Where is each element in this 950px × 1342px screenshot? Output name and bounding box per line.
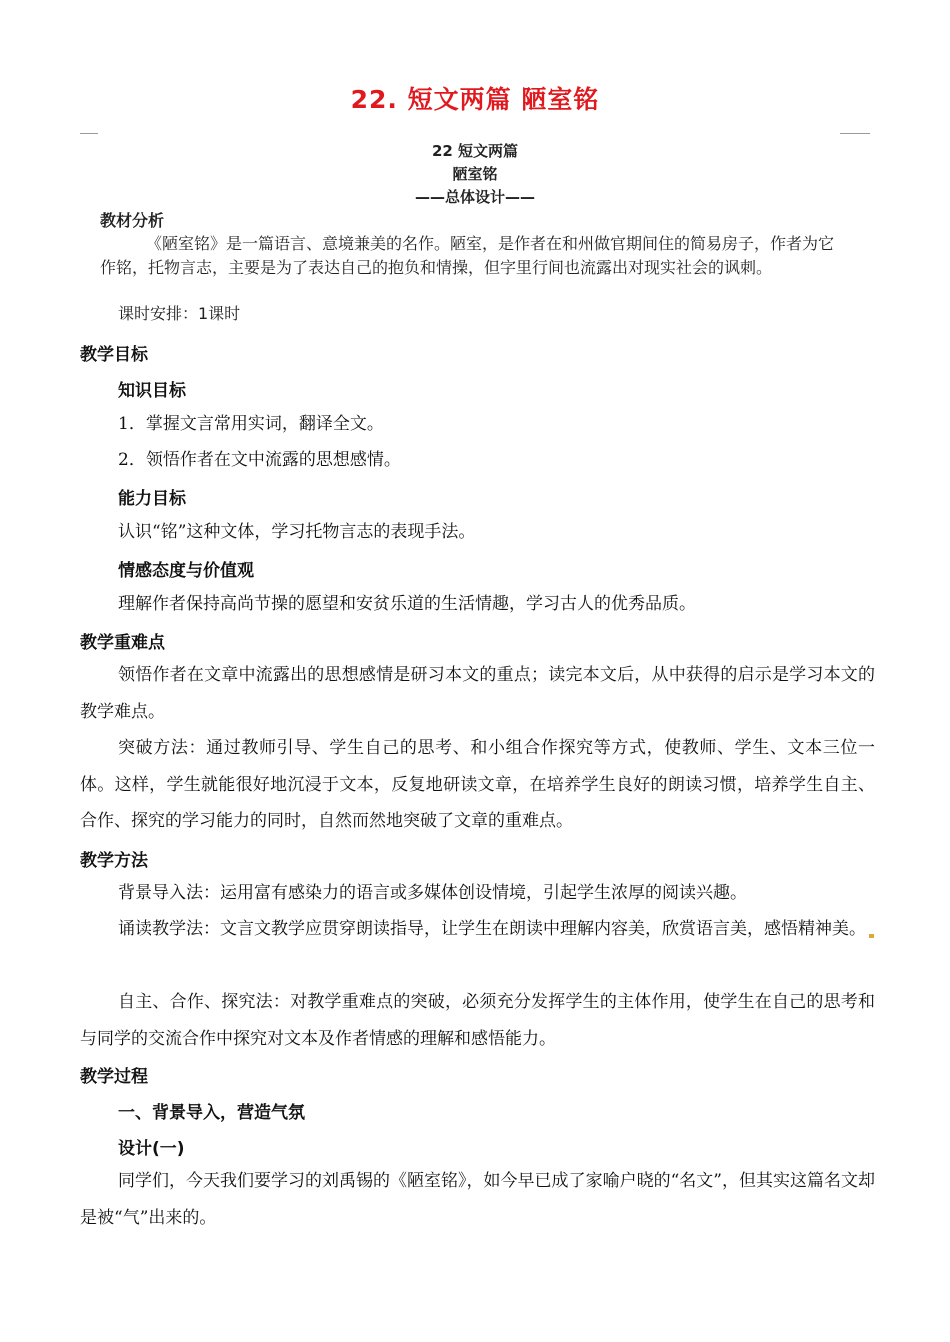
methods-heading: 教学方法	[80, 851, 148, 871]
header-rule-left	[80, 133, 98, 134]
method-recitation-text: 诵读教学法：文言文教学应贯穿朗读指导，让学生在朗读中理解内容美，欣赏语言美，感悟精神美。	[118, 919, 866, 939]
knowledge-item-2: 2．领悟作者在文中流露的思想感情。	[118, 450, 401, 470]
scan-lesson-line: 22 短文两篇	[431, 142, 519, 160]
process-heading: 教学过程	[80, 1067, 148, 1087]
highlight-marker	[869, 934, 874, 938]
scan-title-line: 陋室铭	[452, 165, 498, 183]
header-rule-right	[840, 133, 870, 134]
ability-text: 认识“铭”这种文体，学习托物言志的表现手法。	[118, 522, 476, 542]
difficulty-heading: 教学重难点	[80, 633, 165, 653]
design-1-heading: 设计(一)	[118, 1139, 185, 1159]
difficulty-paragraph-2: 突破方法：通过教师引导、学生自己的思考、和小组合作探究等方式，使教师、学生、文本三位一体。这样，学生就能很好地沉浸于文本，反复地研读文章，在培养学生良好的朗读习惯，培养学生自主、合作、探究的学习能力的同时，自然而然地突破了文章的重难点。	[80, 738, 875, 831]
ability-heading: 能力目标	[118, 489, 186, 509]
process-step-1: 一、背景导入，营造气氛	[118, 1103, 305, 1123]
method-recitation	[80, 911, 875, 948]
schedule-text: 课时安排：1课时	[118, 304, 241, 323]
emotion-text: 理解作者保持高尚节操的愿望和安贫乐道的生活情趣，学习古人的优秀品质。	[118, 594, 696, 614]
knowledge-heading: 知识目标	[118, 381, 186, 401]
knowledge-item-1: 1．掌握文言常用实词，翻译全文。	[118, 414, 384, 434]
goals-heading: 教学目标	[80, 345, 148, 365]
process-paragraph: 同学们，今天我们要学习的刘禹锡的《陋室铭》，如今早已成了家喻户晓的“名文”，但其实这篇名文却是被“气”出来的。	[80, 1171, 875, 1228]
analysis-paragraph: 《陋室铭》是一篇语言、意境兼美的名作。陋室，是作者在和州做官期间住的简易房子，作者为它作铭，托物言志，主要是为了表达自己的抱负和情操，但字里行间也流露出对现实社会的讽刺。	[100, 234, 835, 277]
difficulty-paragraph-1: 领悟作者在文章中流露出的思想感情是研习本文的重点；读完本文后，从中获得的启示是学习本文的教学难点。	[80, 665, 875, 722]
analysis-heading: 教材分析	[100, 211, 165, 230]
method-inquiry: 自主、合作、探究法：对教学重难点的突破，必须充分发挥学生的主体作用，使学生在自己的思考和与同学的交流合作中探究对文本及作者情感的理解和感悟能力。	[80, 992, 875, 1049]
method-background: 背景导入法：运用富有感染力的语言或多媒体创设情境，引起学生浓厚的阅读兴趣。	[118, 883, 747, 903]
page-title: 22. 短文两篇 陋室铭	[350, 85, 600, 114]
emotion-heading: 情感态度与价值观	[118, 561, 254, 581]
scan-design-line: ——总体设计——	[414, 188, 535, 206]
